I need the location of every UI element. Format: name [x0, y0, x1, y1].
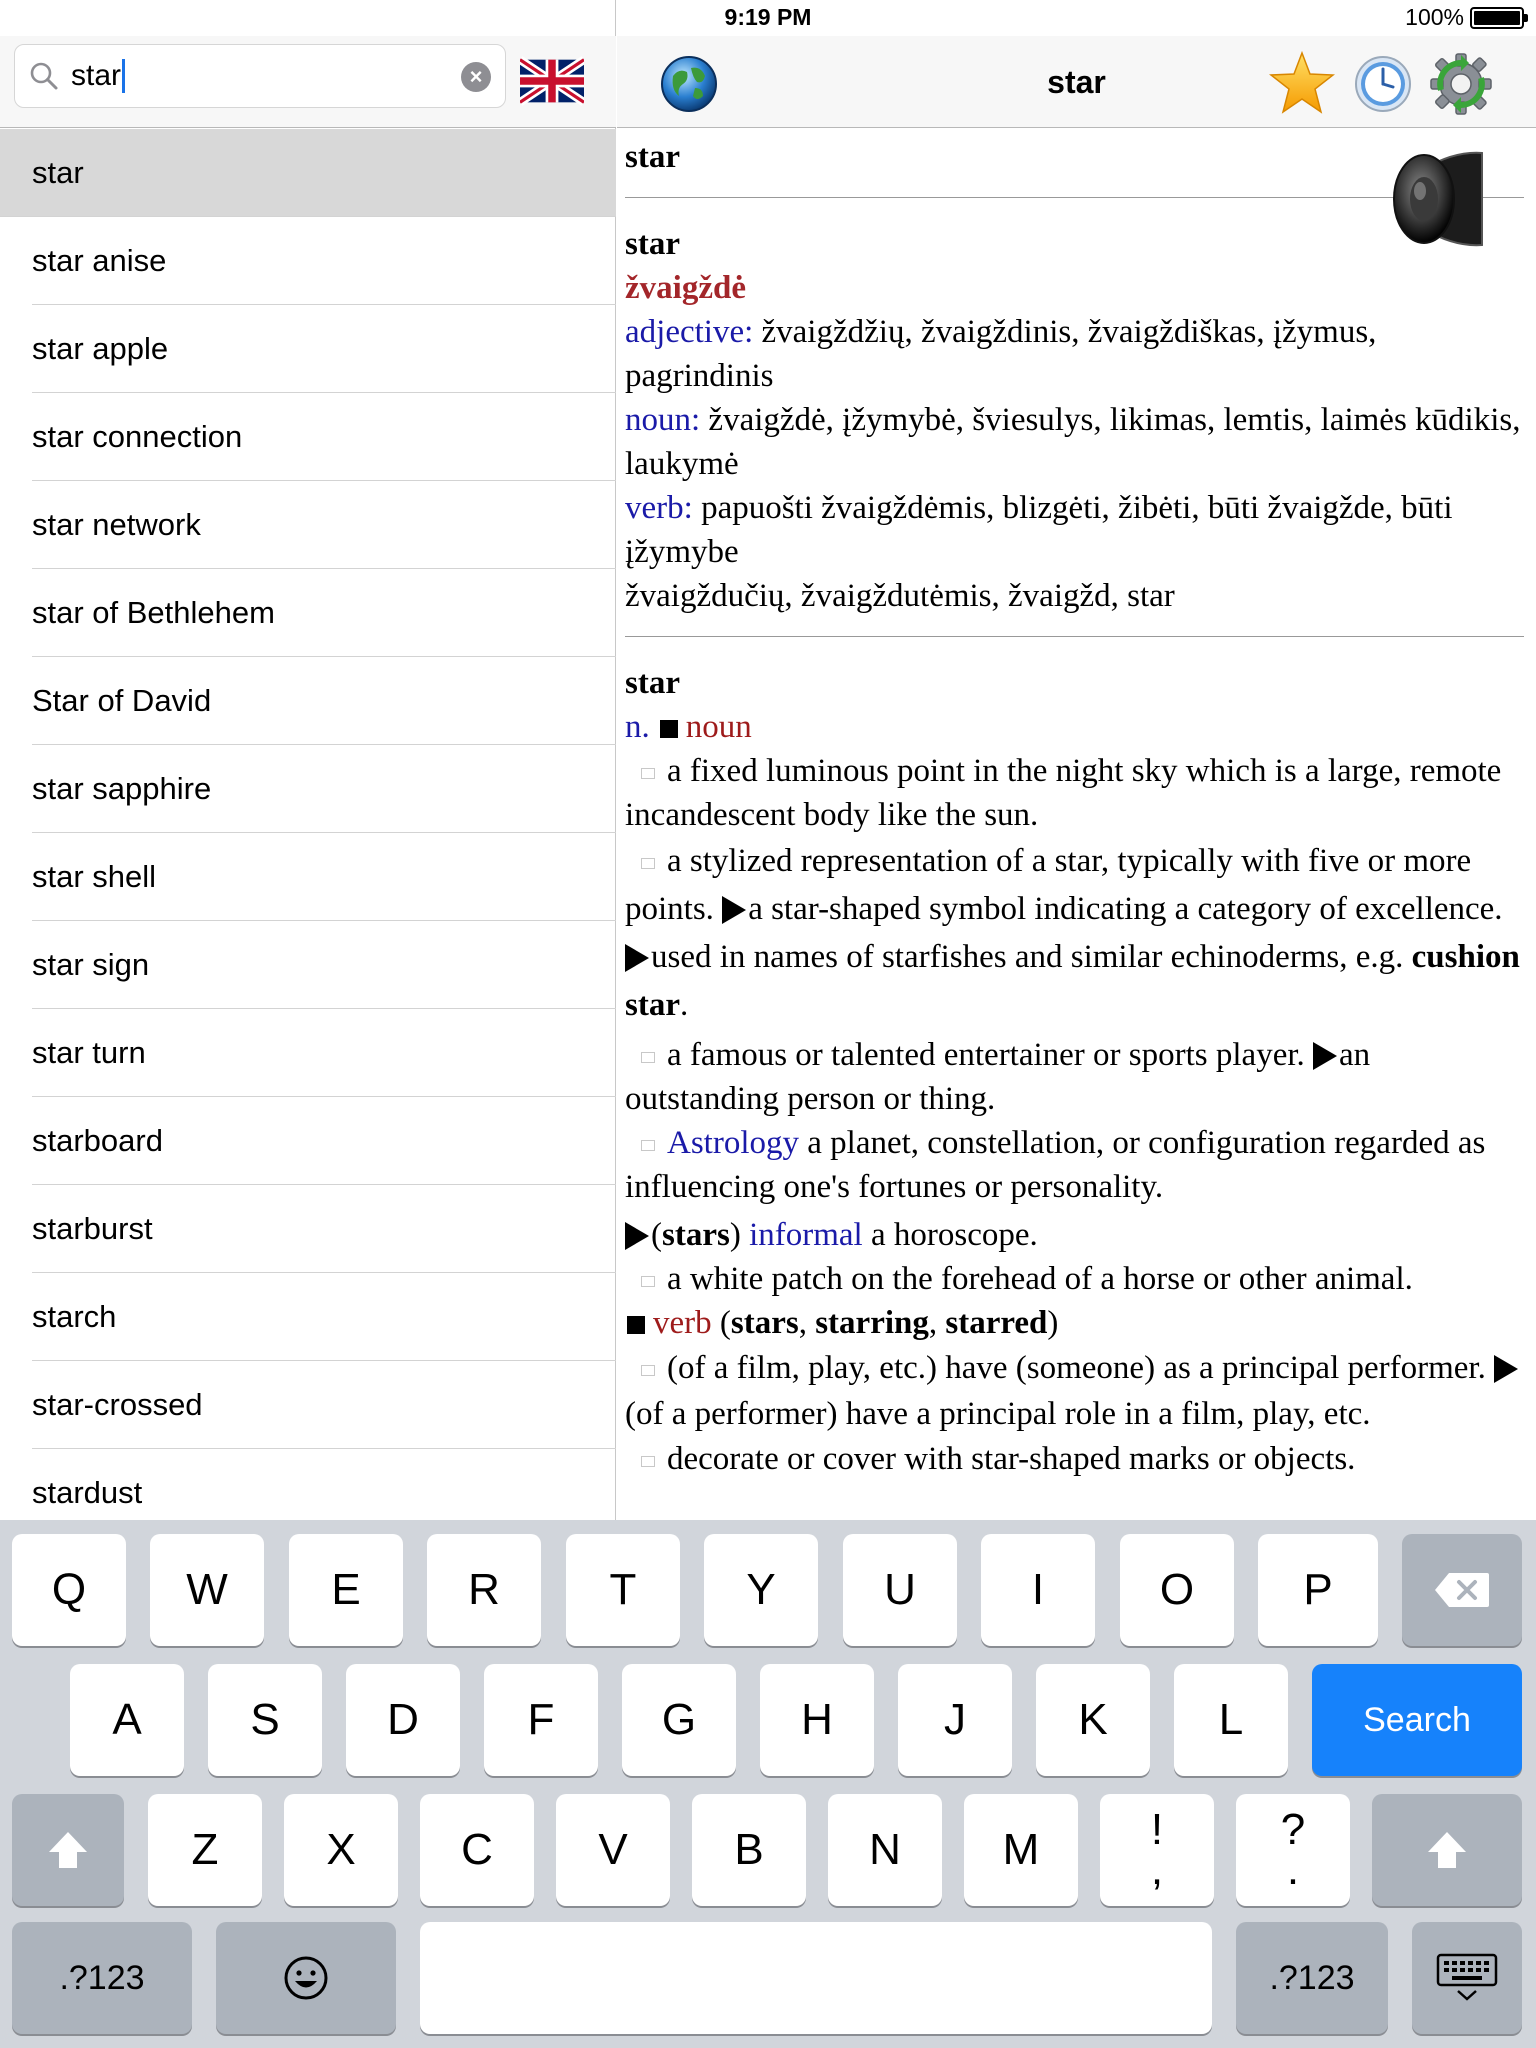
shift-icon [1425, 1829, 1469, 1871]
square-marker [660, 720, 678, 738]
verb-label: verb: [625, 490, 693, 526]
adjective-translations: žvaigždžių, žvaigždinis, žvaigždiškas, įžymus, pagrindinis [625, 314, 1377, 394]
word-list-item[interactable]: star-crossed [0, 1361, 616, 1449]
definition-4b: (stars) informal a horoscope. [625, 1213, 1530, 1257]
shift-key-right[interactable] [1372, 1794, 1522, 1906]
key-g[interactable]: G [622, 1664, 736, 1776]
shift-key-left[interactable] [12, 1794, 124, 1906]
key-r[interactable]: R [427, 1534, 541, 1646]
key-z[interactable]: Z [148, 1794, 262, 1906]
key-d[interactable]: D [346, 1664, 460, 1776]
bullet-marker [641, 1276, 655, 1287]
pos-abbr: n. [625, 709, 650, 745]
lt-nouns [625, 398, 1530, 486]
header-title: star [1047, 64, 1106, 100]
key-a[interactable]: A [70, 1664, 184, 1776]
adjective-label: adjective: [625, 314, 754, 350]
key-j[interactable]: J [898, 1664, 1012, 1776]
bullet-marker [641, 1456, 655, 1467]
lt-translation: žvaigždė [625, 270, 746, 306]
lt-forms: žvaigždučių, žvaigždutėmis, žvaigžd, star [625, 578, 1175, 614]
word-list-item[interactable]: star apple [0, 305, 616, 393]
battery-icon [1470, 7, 1524, 29]
uk-flag-icon[interactable] [520, 56, 584, 106]
key-h[interactable]: H [760, 1664, 874, 1776]
gear-icon[interactable] [1427, 50, 1495, 118]
search-value: star [71, 59, 122, 92]
bullet-marker [641, 1140, 655, 1151]
key-w[interactable]: W [150, 1534, 264, 1646]
arrow-marker [1313, 1042, 1337, 1070]
verb-definition-2: decorate or cover with star-shaped marks or objects. [625, 1437, 1530, 1481]
domain-label: Astrology [667, 1125, 799, 1161]
word-list-panel [0, 0, 616, 1520]
search-input[interactable] [14, 44, 506, 108]
hide-keyboard-key[interactable] [1412, 1922, 1522, 2034]
verb-definition-1: (of a film, play, etc.) have (someone) as a principal performer. (of a performer) have a principal role in a film, play, etc. [625, 1345, 1530, 1437]
space-key[interactable] [420, 1922, 1212, 2034]
keyboard-hide-icon [1436, 1953, 1498, 2003]
emoji-icon [282, 1954, 330, 2002]
detail-header [617, 36, 1536, 128]
register-label: informal [749, 1217, 863, 1253]
definition-5: a white patch on the forehead of a horse or other animal. [625, 1257, 1530, 1301]
key-bottom-char: . [1286, 1845, 1300, 1894]
key-f[interactable]: F [484, 1664, 598, 1776]
key-top-char: ! [1150, 1805, 1164, 1854]
key-q[interactable]: Q [12, 1534, 126, 1646]
clear-icon[interactable]: × [461, 62, 491, 92]
word-list-item[interactable]: star sign [0, 921, 616, 1009]
word-list-item[interactable]: star network [0, 481, 616, 569]
key-t[interactable]: T [566, 1534, 680, 1646]
square-marker [627, 1316, 645, 1334]
word-list-item[interactable]: stardust [0, 1449, 616, 1537]
key-o[interactable]: O [1120, 1534, 1234, 1646]
pos-verb: verb [653, 1305, 712, 1341]
clock-icon[interactable] [1353, 54, 1413, 114]
key-m[interactable]: M [964, 1794, 1078, 1906]
bullet-marker [641, 1365, 655, 1376]
status-battery [1405, 4, 1524, 31]
key-x[interactable]: X [284, 1794, 398, 1906]
key-exclaim-comma[interactable] [1100, 1794, 1214, 1906]
search-key[interactable]: Search [1312, 1664, 1522, 1776]
definition-view[interactable] [617, 129, 1536, 1520]
word-list-item[interactable]: star sapphire [0, 745, 616, 833]
word-list-item[interactable]: starburst [0, 1185, 616, 1273]
en-headword: star [625, 665, 680, 701]
word-list-item[interactable]: star [0, 129, 616, 217]
text-caret [122, 59, 125, 93]
word-list-item[interactable]: starch [0, 1273, 616, 1361]
verb-line: verb (stars, starring, starred) [625, 1301, 1530, 1345]
word-list-item[interactable]: Star of David [0, 657, 616, 745]
bullet-marker [641, 858, 655, 869]
lt-adjectives [625, 310, 1530, 398]
lt-headword: star [625, 226, 680, 262]
key-i[interactable]: I [981, 1534, 1095, 1646]
bullet-marker [641, 768, 655, 779]
bullet-marker [641, 1052, 655, 1063]
arrow-marker [1494, 1355, 1518, 1383]
pos-line [625, 705, 1530, 749]
noun-translations: žvaigždė, įžymybė, šviesulys, likimas, lemtis, laimės kūdikis, laukymė [625, 402, 1521, 482]
key-e[interactable]: E [289, 1534, 403, 1646]
entry-heading: star [625, 139, 680, 175]
divider [625, 636, 1524, 637]
search-bar [0, 36, 616, 128]
key-l[interactable]: L [1174, 1664, 1288, 1776]
word-list [0, 129, 616, 1537]
key-n[interactable]: N [828, 1794, 942, 1906]
speaker-icon[interactable] [1384, 147, 1488, 251]
noun-label: noun: [625, 402, 701, 438]
word-list-item[interactable]: starboard [0, 1097, 616, 1185]
example-bold: cushion star [625, 939, 1520, 1023]
definition-1: a fixed luminous point in the night sky which is a large, remote incandescent body like the sun. [625, 753, 1502, 833]
arrow-marker [625, 944, 649, 972]
word-list-item[interactable]: star turn [0, 1009, 616, 1097]
definition-3: a famous or talented entertainer or sports player. an outstanding person or thing. [625, 1037, 1371, 1117]
key-u[interactable]: U [843, 1534, 957, 1646]
key-v[interactable]: V [556, 1794, 670, 1906]
emoji-key[interactable] [216, 1922, 396, 2034]
keyboard [0, 1520, 1536, 2048]
status-time: 9:19 PM [724, 4, 812, 30]
pos-noun: noun [685, 709, 752, 745]
definition-2: a stylized representation of a star, typically with five or more points. a star-shaped symbol indicating a category of excellence. used in names of starfishes and similar echinoderms, e.g. cushion star. [625, 843, 1520, 1023]
key-question-period[interactable] [1236, 1794, 1350, 1906]
battery-percent: 100% [1405, 4, 1464, 30]
key-p[interactable]: P [1258, 1534, 1378, 1646]
definition-4: Astrology a planet, constellation, or configuration regarded as influencing one's fortunes or personality. [625, 1125, 1486, 1205]
key-b[interactable]: B [692, 1794, 806, 1906]
word-list-item[interactable]: star anise [0, 217, 616, 305]
key-s[interactable]: S [208, 1664, 322, 1776]
lt-verbs [625, 486, 1530, 574]
word-list-item[interactable]: star of Bethlehem [0, 569, 616, 657]
delete-icon [1433, 1571, 1491, 1609]
shift-icon [46, 1829, 90, 1871]
star-icon[interactable] [1269, 50, 1335, 116]
key-k[interactable]: K [1036, 1664, 1150, 1776]
verb-translations: papuošti žvaigždėmis, blizgėti, žibėti, būti žvaigžde, būti įžymybe [625, 490, 1453, 570]
arrow-marker [625, 1222, 649, 1250]
search-icon [29, 61, 59, 91]
key-c[interactable]: C [420, 1794, 534, 1906]
delete-key[interactable] [1402, 1534, 1522, 1646]
key-y[interactable]: Y [704, 1534, 818, 1646]
numbers-key-left[interactable]: .?123 [12, 1922, 192, 2034]
word-list-item[interactable]: star connection [0, 393, 616, 481]
word-list-item[interactable]: star shell [0, 833, 616, 921]
arrow-marker [722, 896, 746, 924]
numbers-key-right[interactable]: .?123 [1236, 1922, 1388, 2034]
key-bottom-char: , [1150, 1845, 1164, 1894]
key-top-char: ? [1280, 1805, 1306, 1854]
